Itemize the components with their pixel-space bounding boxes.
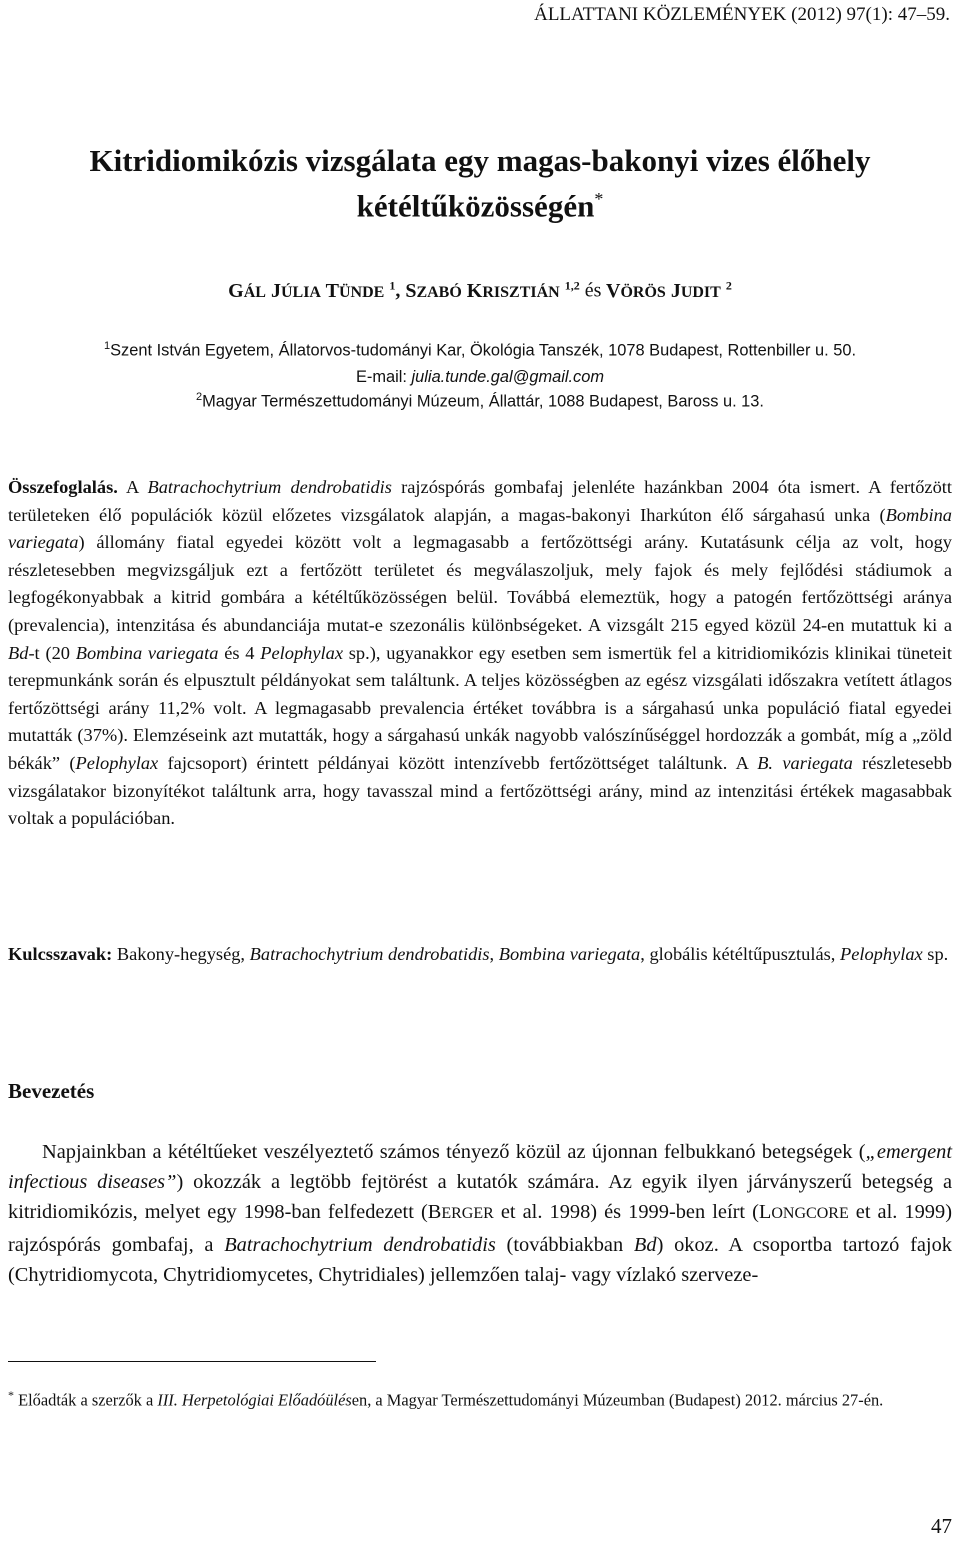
email-address[interactable]: julia.tunde.gal@gmail.com bbox=[411, 368, 605, 386]
author-1: GÁL JÚLIA TÜNDE $^1$ bbox=[228, 278, 396, 302]
author-list: GÁL JÚLIA TÜNDE $^1$, SZABÓ KRISZTIÁN $^{1,2}$ és VÖRÖS JUDIT $^2$ bbox=[228, 278, 732, 302]
abstract: Összefoglalás. A Batrachochytrium dendrobatidis rajzóspórás gombafaj jelenléte hazánkban 2004 óta ismert. A fertőzött területeken élő populációk közül előzetes vizsgálatok alapján, a magas-bakonyi Iharkúton élő sárgahasú unka (Bombina variegata) állomány fiatal egyedei között volt a legmagasabb a fertőzöttségi arány. Kutatásunk célja az volt, hogy részletesebben megvizsgáljuk ezt a fertőzött területet és megválaszoljuk, mely fajok és mely fejlődési stádiumok a legfogékonyabbak a kitrid gombára a kétéltűközösségen belül. Továbbá elemeztük, hogy a patogén fertőzöttségi aránya (prevalencia), intenzitása és abundanciája mutat-e szezonális különbségeket. A vizsgált 215 egyed közül 24-en mutattuk ki a Bd-t (20 Bombina variegata és 4 Pelophylax sp.), ugyanakkor egy esetben sem ismertük fel a kitridiomikózis klinikai tüneteit terepmunkánk során és elpusztult példányokat sem találtunk. A teljes közösségben az egész vizsgálati időszakra vetített átlagos fertőzöttségi arány 11,2% volt. A legmagasabb prevalencia értéket továbbra is a sárgahasú unka populáció fiatal egyedei mutatták (37%). Elemzéseink azt mutatták, hogy a sárgahasú unkák nagyobb valószínűséggel hordozzák a gombát, míg a „zöld békák” (Pelophylax fajcsoport) érintett példányai között intenzívebb fertőzöttséget találtunk. A B. variegata részletesebb vizsgálatakor bizonyítékot találtunk arra, hogy tavasszal mind a fertőzöttségi arány, mind az intenzitási értékek magasabbak voltak a populációban. bbox=[8, 477, 953, 829]
paper-title bbox=[0, 142, 960, 225]
keywords: Kulcsszavak: Bakony-hegység, Batrachochytrium dendrobatidis, Bombina variegata, globális kétéltűpusztulás, Pelophylax sp. bbox=[8, 944, 949, 964]
affiliation-1: $^1$Szent István Egyetem, Állatorvos-tudományi Kar, Ökológia Tanszék, 1078 Budapest, Rottenbiller u. 50. bbox=[103, 340, 856, 360]
footnote-marker: * bbox=[8, 1388, 14, 1402]
author-conjunction: és bbox=[584, 279, 602, 302]
author-email: E-mail: julia.tunde.gal@gmail.com bbox=[355, 368, 605, 386]
title-line-2: kétéltűközösségén bbox=[356, 188, 595, 224]
affiliation-2: $^2$Magyar Természettudományi Múzeum, Állattár, 1088 Budapest, Baross u. 13. bbox=[196, 391, 764, 411]
footnote: * Előadták a szerzők a III. Herpetológiai Előadóülésen, a Magyar Természettudományi Múzeumban (Budapest) 2012. március 27-én. bbox=[8, 1388, 884, 1410]
title-footnote-marker: * bbox=[594, 189, 604, 209]
section-heading-introduction: Bevezetés bbox=[8, 1079, 95, 1103]
keywords-heading: Kulcsszavak: bbox=[8, 944, 113, 964]
abstract-heading: Összefoglalás. bbox=[8, 477, 118, 497]
author-2: SZABÓ KRISZTIÁN $^{1,2}$ bbox=[405, 278, 580, 302]
title-line-1: Kitridiomikózis vizsgálata egy magas-bakonyi vizes élőhely bbox=[89, 143, 871, 178]
page-number: 47 bbox=[931, 1514, 952, 1538]
running-head: ÁLLATTANI KÖZLEMÉNYEK (2012) 97(1): 47–59. bbox=[534, 4, 950, 25]
introduction-paragraph: Napjainkban a kétéltűeket veszélyeztető számos tényező közül az újonnan felbukkanó betegségek („emergent infectious diseases”) okozzák a legtöbb fejtörést a kutatók számára. Az egyik ilyen járványszerű betegség a kitridiomikózis, melyet egy 1998-ban felfedezett (BERGER et al. 1998) és 1999-ben leírt (LONGCORE et al. 1999) rajzóspórás gombafaj, a Batrachochytrium dendrobatidis (továbbiakban Bd) okoz. A csoportba tartozó fajok (Chytridiomycota, Chytridiomycetes, Chytridiales) jellemzően talaj- vagy vízlakó szerveze- bbox=[8, 1141, 952, 1286]
footnote-divider bbox=[8, 1361, 376, 1362]
author-3: VÖRÖS JUDIT $^2$ bbox=[606, 278, 732, 302]
